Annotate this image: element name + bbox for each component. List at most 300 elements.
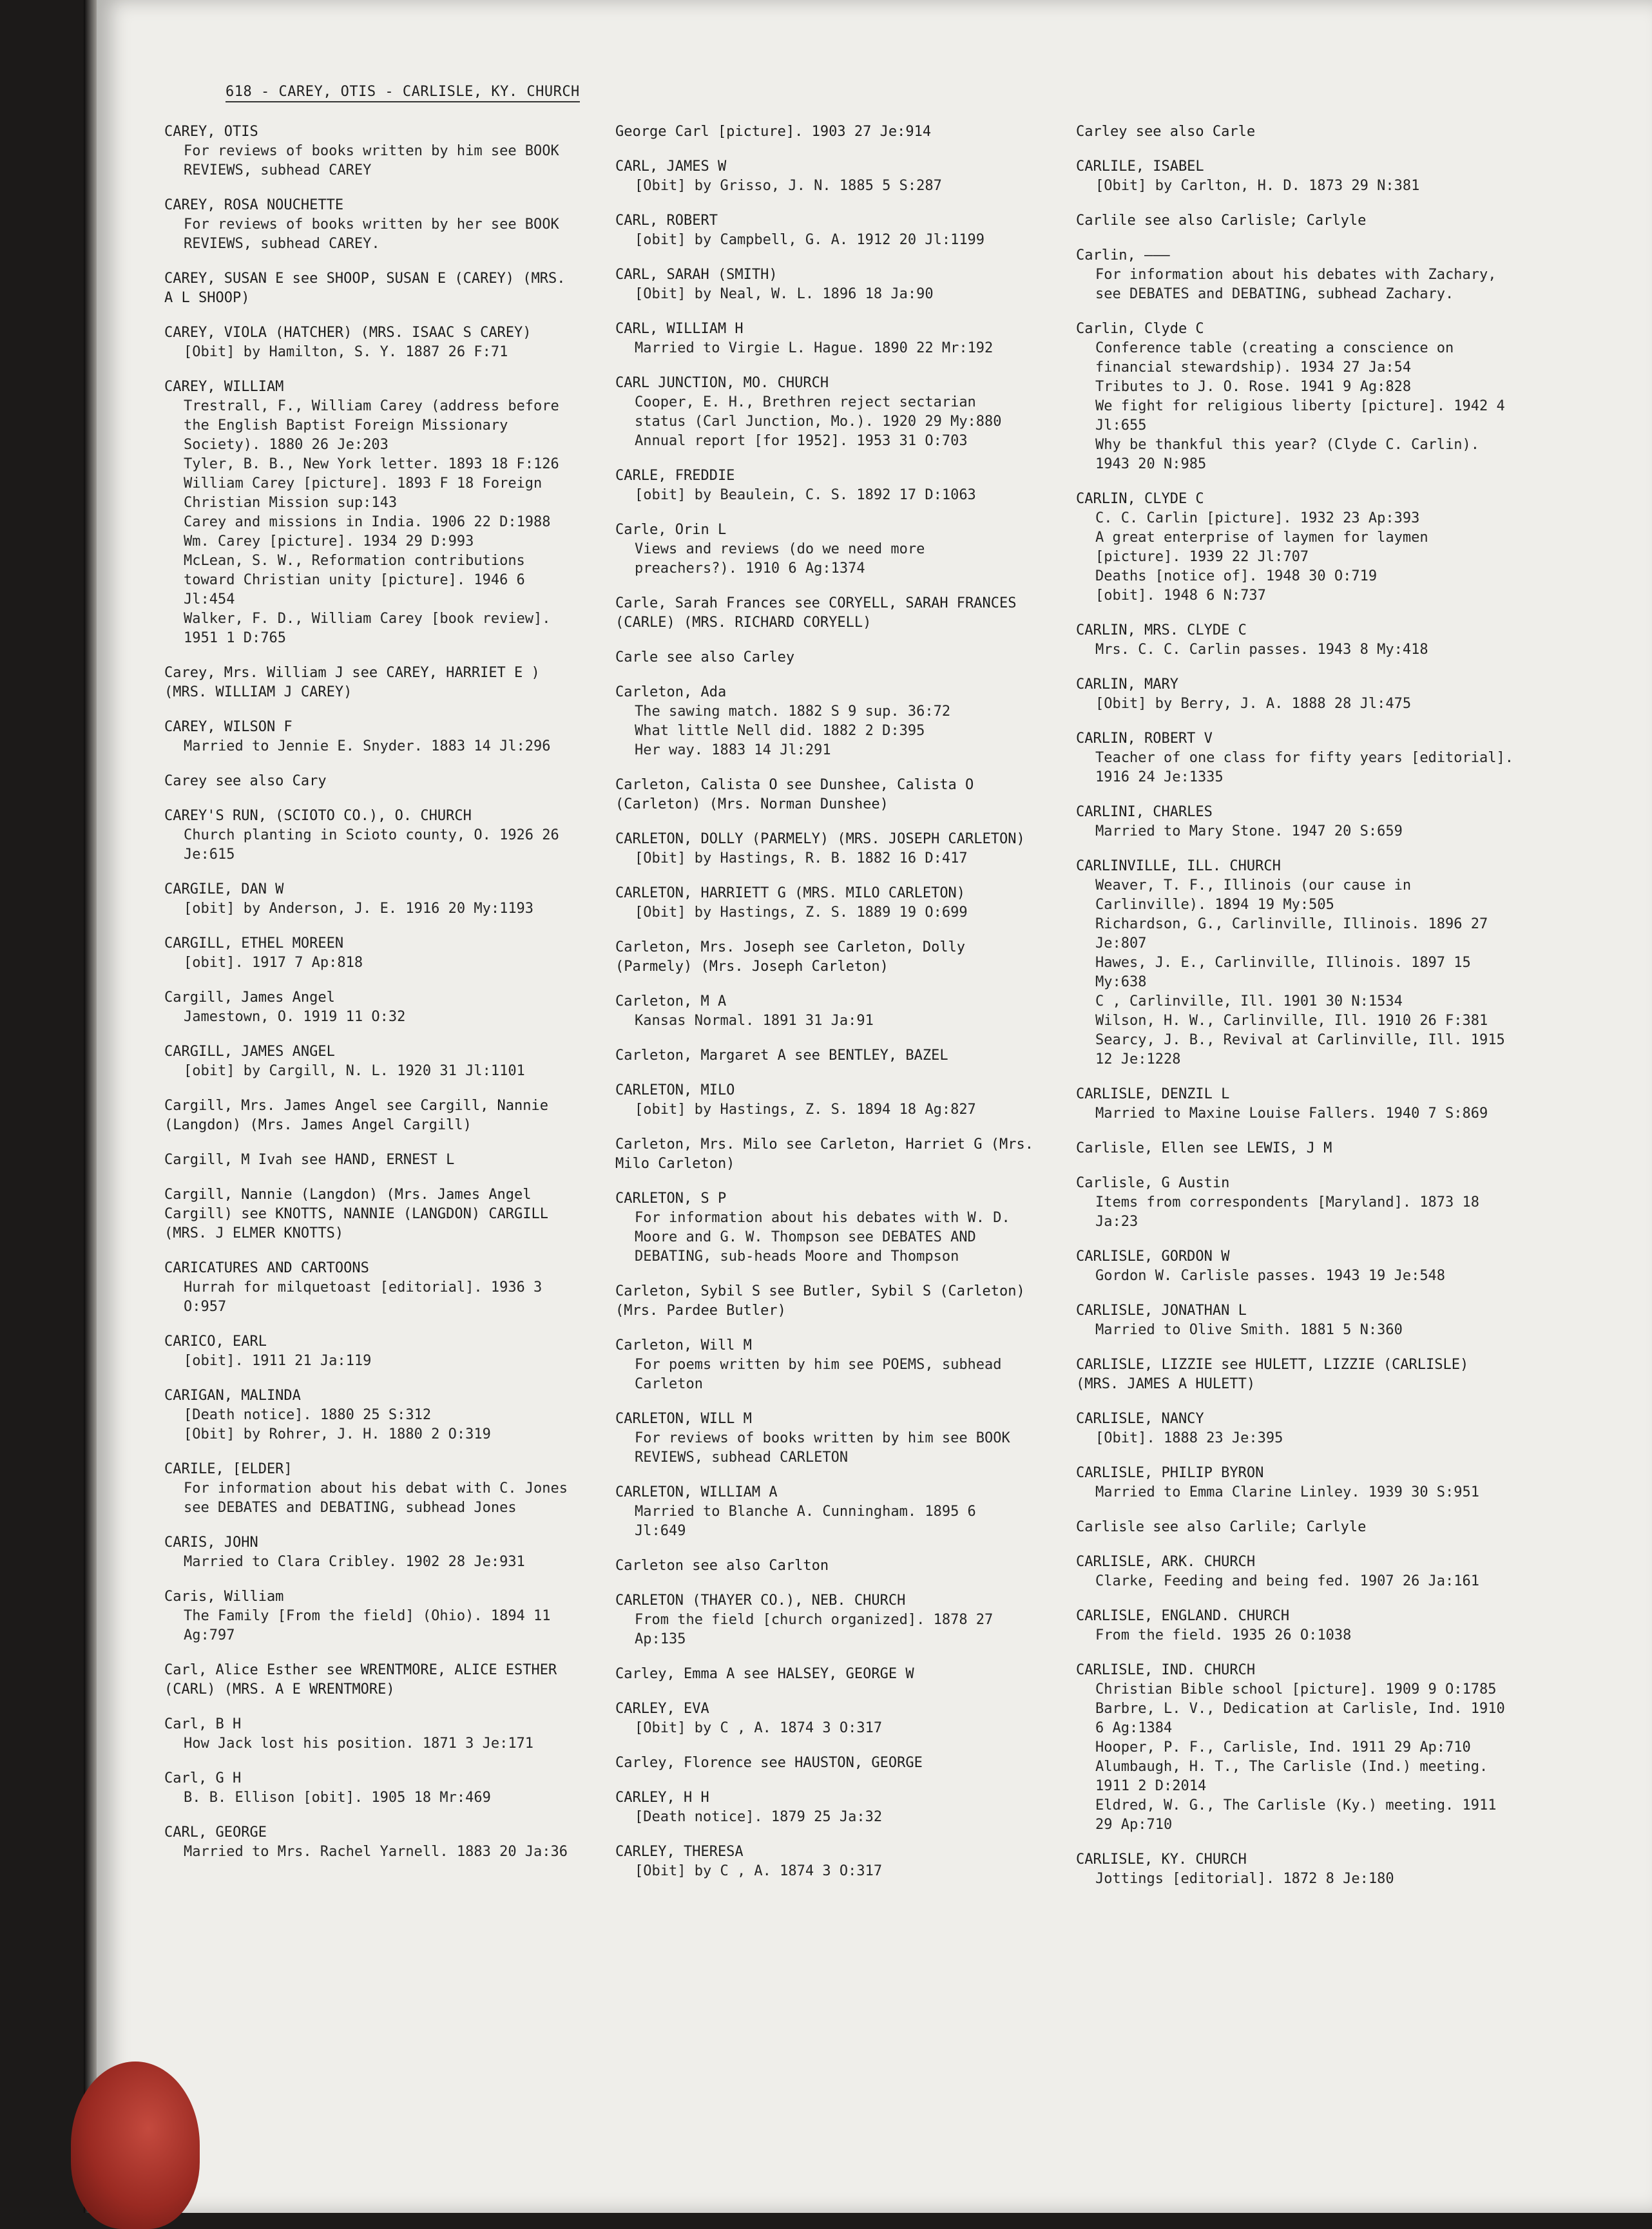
index-entry — [615, 1189, 1034, 1267]
citation: Walker, F. D., William Carey [book review]. 1951 1 D:765 — [184, 611, 551, 646]
index-entry — [164, 1042, 577, 1081]
citation: Items from correspondents [Maryland]. 1873 18 Ja:23 — [1095, 1194, 1480, 1230]
citation: For information about his debat with C. Jones see DEBATES and DEBATING, subhead Jones — [184, 1480, 568, 1516]
entry-heading: CAREY, OTIS — [164, 124, 258, 140]
entry-heading: CARLISLE, IND. CHURCH — [1076, 1662, 1256, 1678]
entry-heading: Carleton, Sybil S see Butler, Sybil S (Carleton) (Mrs. Pardee Butler) — [615, 1283, 1025, 1319]
entry-heading: CARLEY, THERESA — [615, 1844, 744, 1860]
entry-references — [164, 397, 577, 648]
entry-heading: Carlisle, Ellen see LEWIS, J M — [1076, 1140, 1332, 1156]
index-entry — [615, 374, 1034, 451]
index-entry — [164, 718, 577, 756]
citation: Jottings [editorial]. 1872 8 Je:180 — [1095, 1871, 1394, 1887]
citation: [obit]. 1911 21 Ja:119 — [184, 1353, 372, 1369]
citation: For reviews of books written by her see BOOK REVIEWS, subhead CAREY. — [184, 216, 559, 252]
entry-references — [164, 1734, 577, 1754]
citation: Carey and missions in India. 1906 22 D:1988 — [184, 514, 551, 530]
entry-heading: CARLETON, S P — [615, 1191, 727, 1207]
entry-references — [615, 1355, 1034, 1394]
citation: For reviews of books written by him see BOOK REVIEWS, subhead CARLETON — [635, 1430, 1010, 1466]
entry-heading: CARLISLE, JONATHAN L — [1076, 1303, 1247, 1319]
entry-heading: Cargill, Nannie (Langdon) (Mrs. James Angel Cargill) see KNOTTS, NANNIE (LANGDON) CARGILL (MRS. J ELMER KNOTTS) — [164, 1187, 549, 1241]
entry-references — [1076, 1321, 1514, 1340]
index-entry — [1076, 1661, 1514, 1835]
entry-heading: George Carl [picture]. 1903 27 Je:914 — [615, 124, 932, 140]
citation: Hooper, P. F., Carlisle, Ind. 1911 29 Ap:710 — [1095, 1739, 1471, 1755]
citation: Married to Clara Cribley. 1902 28 Je:931 — [184, 1554, 525, 1570]
citation: Married to Blanche A. Cunningham. 1895 6 Jl:649 — [635, 1504, 976, 1539]
entry-heading: CARLISLE, PHILIP BYRON — [1076, 1465, 1264, 1481]
index-entry — [615, 594, 1034, 633]
entry-references — [164, 1607, 577, 1645]
citation: [Obit]. 1888 23 Je:395 — [1095, 1430, 1283, 1446]
entry-heading: CARLISLE, LIZZIE see HULETT, LIZZIE (CARLISLE) (MRS. JAMES A HULETT) — [1076, 1357, 1469, 1392]
index-entry — [164, 1259, 577, 1317]
entry-heading: CARLISLE, ARK. CHURCH — [1076, 1554, 1256, 1570]
entry-heading: Carleton, Margaret A see BENTLEY, BAZEL — [615, 1048, 948, 1064]
index-entry — [615, 265, 1034, 304]
entry-references — [164, 343, 577, 362]
entry-heading: CARLISLE, NANCY — [1076, 1411, 1204, 1427]
index-column-1 — [164, 122, 577, 1877]
entry-references — [615, 1808, 1034, 1827]
citation: Eldred, W. G., The Carlisle (Ky.) meeting. 1911 29 Ap:710 — [1095, 1797, 1497, 1833]
citation: Annual report [for 1952]. 1953 31 O:703 — [635, 433, 968, 449]
index-entry — [1076, 1553, 1514, 1591]
citation: McLean, S. W., Reformation contributions toward Christian unity [picture]. 1946 6 Jl:454 — [184, 553, 525, 607]
entry-heading: CARL, ROBERT — [615, 213, 718, 229]
entry-heading: CARLIN, MRS. CLYDE C — [1076, 622, 1247, 638]
entry-heading: CARLISLE, DENZIL L — [1076, 1086, 1230, 1102]
index-entry — [1076, 490, 1514, 606]
citation: Married to Mary Stone. 1947 20 S:659 — [1095, 823, 1403, 839]
entry-heading: CARL, WILLIAM H — [615, 321, 744, 337]
citation: Why be thankful this year? (Clyde C. Carlin). 1943 20 N:985 — [1095, 437, 1480, 472]
citation: Trestrall, F., William Carey (address before the English Baptist Foreign Missionary Society). 1880 26 Je:203 — [184, 398, 559, 453]
index-entry — [164, 196, 577, 254]
citation: Wilson, H. W., Carlinville, Ill. 1910 26 F:381 — [1095, 1013, 1488, 1029]
entry-heading: Carle see also Carley — [615, 649, 795, 665]
entry-references — [615, 1011, 1034, 1031]
index-entry — [615, 1483, 1034, 1541]
entry-heading: CARICO, EARL — [164, 1334, 267, 1350]
index-column-2 — [615, 122, 1034, 1897]
entry-heading: Carle, Orin L — [615, 522, 727, 538]
entry-references — [164, 826, 577, 865]
citation: Married to Mrs. Rachel Yarnell. 1883 20 Ja:36 — [184, 1844, 568, 1860]
index-entry — [164, 1661, 577, 1699]
citation: Views and reviews (do we need more preachers?). 1910 6 Ag:1374 — [635, 541, 925, 577]
index-entry — [164, 1185, 577, 1243]
citation: Weaver, T. F., Illinois (our cause in Carlinville). 1894 19 My:505 — [1095, 877, 1412, 913]
citation: [Obit] by Hamilton, S. Y. 1887 26 F:71 — [184, 344, 508, 360]
page-edge-shadow — [84, 0, 98, 2213]
entry-heading: CARLETON (THAYER CO.), NEB. CHURCH — [615, 1593, 906, 1609]
citation: Married to Jennie E. Snyder. 1883 14 Jl:296 — [184, 738, 551, 754]
index-entry — [164, 1769, 577, 1808]
entry-references — [1076, 1870, 1514, 1889]
entry-references — [164, 1842, 577, 1862]
entry-heading: CAREY, VIOLA (HATCHER) (MRS. ISAAC S CAREY) — [164, 325, 532, 341]
citation: Married to Olive Smith. 1881 5 N:360 — [1095, 1322, 1403, 1338]
index-entry — [615, 1410, 1034, 1468]
entry-references — [1076, 339, 1514, 474]
index-entry — [164, 807, 577, 865]
entry-heading: CARLEY, H H — [615, 1790, 709, 1806]
entry-references — [1076, 1483, 1514, 1502]
entry-heading: CARLINVILLE, ILL. CHURCH — [1076, 858, 1281, 874]
entry-heading: Carlisle, G Austin — [1076, 1175, 1230, 1191]
citation: [Obit] by Berry, J. A. 1888 28 Jl:475 — [1095, 696, 1412, 712]
citation: Clarke, Feeding and being fed. 1907 26 Ja:161 — [1095, 1573, 1480, 1589]
index-entry — [615, 1788, 1034, 1827]
entry-references — [164, 1008, 577, 1027]
entry-heading: CARLINI, CHARLES — [1076, 804, 1213, 820]
entry-heading: Carleton, Mrs. Joseph see Carleton, Dolly (Parmely) (Mrs. Joseph Carleton) — [615, 939, 966, 975]
entry-references — [164, 142, 577, 180]
index-entry — [164, 1587, 577, 1645]
index-entry — [164, 772, 577, 791]
running-head: 618 - CAREY, OTIS - CARLISLE, KY. CHURCH — [226, 84, 580, 102]
entry-references — [1076, 1429, 1514, 1448]
index-entry — [164, 1386, 577, 1444]
index-entry — [615, 683, 1034, 760]
index-entry — [164, 664, 577, 702]
index-entry — [615, 1842, 1034, 1881]
entry-heading: CARLIN, CLYDE C — [1076, 491, 1204, 507]
citation: For information about his debates with Zachary, see DEBATES and DEBATING, subhead Zachary. — [1095, 267, 1497, 302]
entry-references — [615, 177, 1034, 196]
citation: Deaths [notice of]. 1948 30 O:719 — [1095, 568, 1378, 584]
index-entry — [1076, 211, 1514, 231]
entry-heading: Carleton, Calista O see Dunshee, Calista O (Carleton) (Mrs. Norman Dunshee) — [615, 777, 974, 812]
entry-references — [164, 1479, 577, 1518]
index-entry — [1076, 122, 1514, 142]
citation: Her way. 1883 14 Jl:291 — [635, 742, 831, 758]
entry-heading: Carlin, Clyde C — [1076, 321, 1204, 337]
citation: [Death notice]. 1879 25 Ja:32 — [635, 1809, 883, 1825]
citation: From the field. 1935 26 O:1038 — [1095, 1627, 1352, 1643]
index-entry — [164, 988, 577, 1027]
entry-heading: Carley, Florence see HAUSTON, GEORGE — [615, 1755, 923, 1771]
entry-references — [1076, 1680, 1514, 1835]
entry-heading: Carlisle see also Carlile; Carlyle — [1076, 1519, 1367, 1535]
index-entry — [1076, 675, 1514, 714]
entry-references — [1076, 1572, 1514, 1591]
index-entry — [615, 1591, 1034, 1649]
citation: Teacher of one class for fifty years [editorial]. 1916 24 Je:1335 — [1095, 750, 1514, 785]
index-entry — [1076, 1410, 1514, 1448]
citation: Alumbaugh, H. T., The Carlisle (Ind.) meeting. 1911 2 D:2014 — [1095, 1759, 1488, 1794]
entry-references — [615, 1719, 1034, 1738]
index-entry — [164, 934, 577, 973]
entry-references — [1076, 1193, 1514, 1232]
entry-heading: CARGILE, DAN W — [164, 881, 284, 897]
index-entry — [615, 211, 1034, 250]
index-entry — [1076, 320, 1514, 474]
index-entry — [164, 323, 577, 362]
index-entry — [1076, 157, 1514, 196]
entry-heading: CARLETON, WILL M — [615, 1411, 752, 1427]
index-entry — [1076, 1607, 1514, 1645]
entry-heading: CAREY, WILLIAM — [164, 379, 284, 395]
citation: [obit]. 1917 7 Ap:818 — [184, 955, 363, 971]
index-entry — [615, 1556, 1034, 1576]
index-entry — [615, 521, 1034, 579]
entry-references — [1076, 694, 1514, 714]
citation: We fight for religious liberty [picture]. 1942 4 Jl:655 — [1095, 398, 1505, 434]
index-entry — [615, 1282, 1034, 1321]
entry-references — [164, 1553, 577, 1572]
entry-heading: CARICATURES AND CARTOONS — [164, 1260, 369, 1276]
entry-references — [164, 1278, 577, 1317]
entry-references — [1076, 177, 1514, 196]
entry-references — [615, 903, 1034, 923]
citation: [Obit] by Hastings, R. B. 1882 16 D:417 — [635, 850, 968, 866]
index-entry — [615, 1046, 1034, 1066]
index-entry — [615, 157, 1034, 196]
citation: Married to Maxine Louise Fallers. 1940 7 S:869 — [1095, 1105, 1488, 1122]
index-entry — [164, 1823, 577, 1862]
index-entry — [164, 1533, 577, 1572]
index-column-3 — [1076, 122, 1514, 1904]
citation: For poems written by him see POEMS, subhead Carleton — [635, 1357, 1002, 1392]
index-entry — [164, 1715, 577, 1754]
index-entry — [615, 122, 1034, 142]
entry-heading: CAREY, SUSAN E see SHOOP, SUSAN E (CAREY) (MRS. A L SHOOP) — [164, 271, 566, 306]
citation: C , Carlinville, Ill. 1901 30 N:1534 — [1095, 993, 1403, 1009]
citation: [obit] by Anderson, J. E. 1916 20 My:1193 — [184, 901, 534, 917]
citation: Tyler, B. B., New York letter. 1893 18 F:126 — [184, 456, 559, 472]
citation: [Obit] by Rohrer, J. H. 1880 2 O:319 — [184, 1426, 491, 1442]
index-entry — [1076, 1139, 1514, 1158]
index-entry — [164, 880, 577, 919]
citation: [obit] by Cargill, N. L. 1920 31 Jl:1101 — [184, 1063, 525, 1079]
entry-heading: Carlile see also Carlisle; Carlyle — [1076, 213, 1367, 229]
index-entry — [1076, 1850, 1514, 1889]
citation: How Jack lost his position. 1871 3 Je:171 — [184, 1736, 534, 1752]
index-entry — [1076, 1247, 1514, 1286]
index-entry — [164, 1460, 577, 1518]
index-entry — [164, 122, 577, 180]
index-entry — [615, 1081, 1034, 1120]
entry-heading: CARLISLE, GORDON W — [1076, 1248, 1230, 1265]
index-entry — [1076, 1464, 1514, 1502]
entry-heading: Carley, Emma A see HALSEY, GEORGE W — [615, 1666, 914, 1682]
citation: [Obit] by Carlton, H. D. 1873 29 N:381 — [1095, 178, 1420, 194]
entry-heading: CARL, JAMES W — [615, 158, 727, 175]
citation: [obit]. 1948 6 N:737 — [1095, 588, 1266, 604]
index-entry — [1076, 729, 1514, 787]
citation: [obit] by Beaulein, C. S. 1892 17 D:1063 — [635, 487, 976, 503]
entry-heading: CAREY, WILSON F — [164, 719, 293, 735]
index-entry — [1076, 803, 1514, 841]
citation: Gordon W. Carlisle passes. 1943 19 Je:548 — [1095, 1268, 1446, 1284]
index-entry — [164, 378, 577, 648]
index-entry — [615, 320, 1034, 358]
entry-heading: CARLIN, ROBERT V — [1076, 731, 1213, 747]
citation: [obit] by Hastings, Z. S. 1894 18 Ag:827 — [635, 1102, 976, 1118]
entry-references — [615, 1862, 1034, 1881]
index-entry — [164, 1332, 577, 1371]
index-entry — [1076, 1518, 1514, 1537]
entry-references — [615, 231, 1034, 250]
index-entry — [1076, 621, 1514, 660]
entry-references — [615, 1502, 1034, 1541]
entry-heading: CARL, GEORGE — [164, 1824, 267, 1841]
entry-heading: Carl, B H — [164, 1716, 242, 1732]
citation: The sawing match. 1882 S 9 sup. 36:72 — [635, 703, 951, 720]
index-entry — [615, 1336, 1034, 1394]
citation: [Obit] by Grisso, J. N. 1885 5 S:287 — [635, 178, 942, 194]
index-entry — [615, 992, 1034, 1031]
citation: C. C. Carlin [picture]. 1932 23 Ap:393 — [1095, 510, 1420, 526]
entry-heading: CARIS, JOHN — [164, 1535, 258, 1551]
citation: [Obit] by C , A. 1874 3 O:317 — [635, 1863, 883, 1879]
index-entry — [615, 1754, 1034, 1773]
entry-references — [615, 1611, 1034, 1649]
entry-references — [164, 953, 577, 973]
citation: The Family [From the field] (Ohio). 1894 11 Ag:797 — [184, 1608, 551, 1643]
entry-heading: CARLEY, EVA — [615, 1701, 709, 1717]
entry-references — [615, 285, 1034, 304]
entry-heading: Carl, Alice Esther see WRENTMORE, ALICE ESTHER (CARL) (MRS. A E WRENTMORE) — [164, 1662, 557, 1698]
entry-heading: Carleton, Will M — [615, 1337, 752, 1354]
entry-heading: Cargill, M Ivah see HAND, ERNEST L — [164, 1152, 455, 1168]
index-entry — [1076, 1085, 1514, 1124]
citation: [Obit] by C , A. 1874 3 O:317 — [635, 1720, 883, 1736]
entry-heading: Carle, Sarah Frances see CORYELL, SARAH FRANCES (CARLE) (MRS. RICHARD CORYELL) — [615, 595, 1017, 631]
citation: [Obit] by Hastings, Z. S. 1889 19 O:699 — [635, 904, 968, 921]
index-entry — [1076, 1355, 1514, 1394]
entry-references — [1076, 1626, 1514, 1645]
entry-heading: Carleton, Ada — [615, 684, 727, 700]
entry-references — [615, 702, 1034, 760]
citation: Jamestown, O. 1919 11 O:32 — [184, 1009, 406, 1025]
entry-references — [615, 393, 1034, 451]
citation: Married to Emma Clarine Linley. 1939 30 S:951 — [1095, 1484, 1480, 1500]
entry-heading: CARIGAN, MALINDA — [164, 1388, 301, 1404]
entry-references — [615, 339, 1034, 358]
entry-heading: CARLISLE, KY. CHURCH — [1076, 1851, 1247, 1868]
citation: [Death notice]. 1880 25 S:312 — [184, 1407, 432, 1423]
citation: Richardson, G., Carlinville, Illinois. 1896 27 Je:807 — [1095, 916, 1488, 952]
entry-heading: Carlin, ——— — [1076, 247, 1170, 263]
citation: [Obit] by Neal, W. L. 1896 18 Ja:90 — [635, 286, 934, 302]
citation: Kansas Normal. 1891 31 Ja:91 — [635, 1013, 874, 1029]
citation: Mrs. C. C. Carlin passes. 1943 8 My:418 — [1095, 642, 1428, 658]
entry-heading: Carl, G H — [164, 1770, 242, 1786]
citation: [obit] by Campbell, G. A. 1912 20 Jl:1199 — [635, 232, 985, 248]
index-entry — [164, 1151, 577, 1170]
entry-heading: CAREY'S RUN, (SCIOTO CO.), O. CHURCH — [164, 808, 472, 824]
entry-references — [1076, 509, 1514, 606]
citation: Barbre, L. V., Dedication at Carlisle, Ind. 1910 6 Ag:1384 — [1095, 1701, 1505, 1736]
index-entry — [615, 830, 1034, 868]
entry-heading: CARILE, [ELDER] — [164, 1461, 293, 1477]
entry-references — [615, 540, 1034, 579]
citation: B. B. Ellison [obit]. 1905 18 Mr:469 — [184, 1790, 491, 1806]
entry-references — [615, 1429, 1034, 1468]
index-entry — [615, 648, 1034, 667]
entry-references — [1076, 1267, 1514, 1286]
entry-heading: CARLETON, HARRIETT G (MRS. MILO CARLETON) — [615, 885, 966, 901]
entry-heading: Carey see also Cary — [164, 773, 327, 789]
citation: For information about his debates with W. D. Moore and G. W. Thompson see DEBATES AND DEBATING, sub-heads Moore and Thompson — [635, 1210, 1010, 1265]
entry-heading: Carleton, Mrs. Milo see Carleton, Harriet G (Mrs. Milo Carleton) — [615, 1136, 1034, 1172]
entry-references — [164, 1788, 577, 1808]
entry-heading: CARLIN, MARY — [1076, 676, 1178, 693]
citation: Married to Virgie L. Hague. 1890 22 Mr:192 — [635, 340, 994, 356]
entry-heading: CARL, SARAH (SMITH) — [615, 267, 778, 283]
index-entry — [615, 1135, 1034, 1174]
entry-references — [164, 737, 577, 756]
entry-references — [615, 1100, 1034, 1120]
index-entry — [164, 1096, 577, 1135]
index-entry — [1076, 1174, 1514, 1232]
entry-heading: CARLISLE, ENGLAND. CHURCH — [1076, 1608, 1290, 1624]
citation: William Carey [picture]. 1893 F 18 Foreign Christian Mission sup:143 — [184, 475, 543, 511]
entry-heading: CARGILL, JAMES ANGEL — [164, 1044, 335, 1060]
entry-references — [1076, 876, 1514, 1069]
citation: For reviews of books written by him see BOOK REVIEWS, subhead CAREY — [184, 143, 559, 178]
entry-heading: Carey, Mrs. William J see CAREY, HARRIET E ) (MRS. WILLIAM J CAREY) — [164, 665, 540, 700]
entry-heading: Cargill, Mrs. James Angel see Cargill, Nannie (Langdon) (Mrs. James Angel Cargill) — [164, 1098, 549, 1133]
entry-heading: CARGILL, ETHEL MOREEN — [164, 935, 344, 952]
index-entry — [615, 1665, 1034, 1684]
entry-heading: Carleton see also Carlton — [615, 1558, 829, 1574]
entry-heading: CARL JUNCTION, MO. CHURCH — [615, 375, 829, 391]
citation: Conference table (creating a conscience on financial stewardship). 1934 27 Ja:54 — [1095, 340, 1454, 376]
entry-references — [164, 899, 577, 919]
entry-heading: CARLETON, MILO — [615, 1082, 735, 1098]
index-entry — [1076, 246, 1514, 304]
citation: Cooper, E. H., Brethren reject sectarian status (Carl Junction, Mo.). 1920 29 My:880 — [635, 394, 1002, 430]
entry-heading: CARLETON, WILLIAM A — [615, 1484, 778, 1500]
entry-references — [164, 215, 577, 254]
citation: From the field [church organized]. 1878 27 Ap:135 — [635, 1612, 994, 1647]
entry-references — [1076, 822, 1514, 841]
index-entry — [615, 776, 1034, 814]
entry-heading: Cargill, James Angel — [164, 990, 335, 1006]
entry-references — [164, 1062, 577, 1081]
citation: Tributes to J. O. Rose. 1941 9 Ag:828 — [1095, 379, 1412, 395]
entry-references — [164, 1406, 577, 1444]
citation: A great enterprise of laymen for laymen [picture]. 1939 22 Jl:707 — [1095, 530, 1428, 565]
entry-references — [1076, 265, 1514, 304]
citation: What little Nell did. 1882 2 D:395 — [635, 723, 925, 739]
entry-heading: CARLE, FREDDIE — [615, 468, 735, 484]
citation: Christian Bible school [picture]. 1909 9 O:1785 — [1095, 1681, 1497, 1698]
index-entry — [615, 1699, 1034, 1738]
citation: Wm. Carey [picture]. 1934 29 D:993 — [184, 533, 474, 550]
entry-heading: CAREY, ROSA NOUCHETTE — [164, 197, 344, 213]
index-entry — [1076, 857, 1514, 1069]
entry-references — [1076, 640, 1514, 660]
entry-heading: Carley see also Carle — [1076, 124, 1256, 140]
entry-heading: CARLILE, ISABEL — [1076, 158, 1204, 175]
index-entry — [615, 938, 1034, 977]
entry-heading: Carleton, M A — [615, 993, 727, 1009]
citation: Hurrah for milquetoast [editorial]. 1936 3 O:957 — [184, 1279, 543, 1315]
citation: Church planting in Scioto county, O. 1926 26 Je:615 — [184, 827, 559, 863]
citation: Searcy, J. B., Revival at Carlinville, Ill. 1915 12 Je:1228 — [1095, 1032, 1505, 1067]
entry-references — [615, 1209, 1034, 1267]
index-entry — [615, 884, 1034, 923]
index-entry — [615, 466, 1034, 505]
index-entry — [1076, 1301, 1514, 1340]
entry-references — [164, 1352, 577, 1371]
